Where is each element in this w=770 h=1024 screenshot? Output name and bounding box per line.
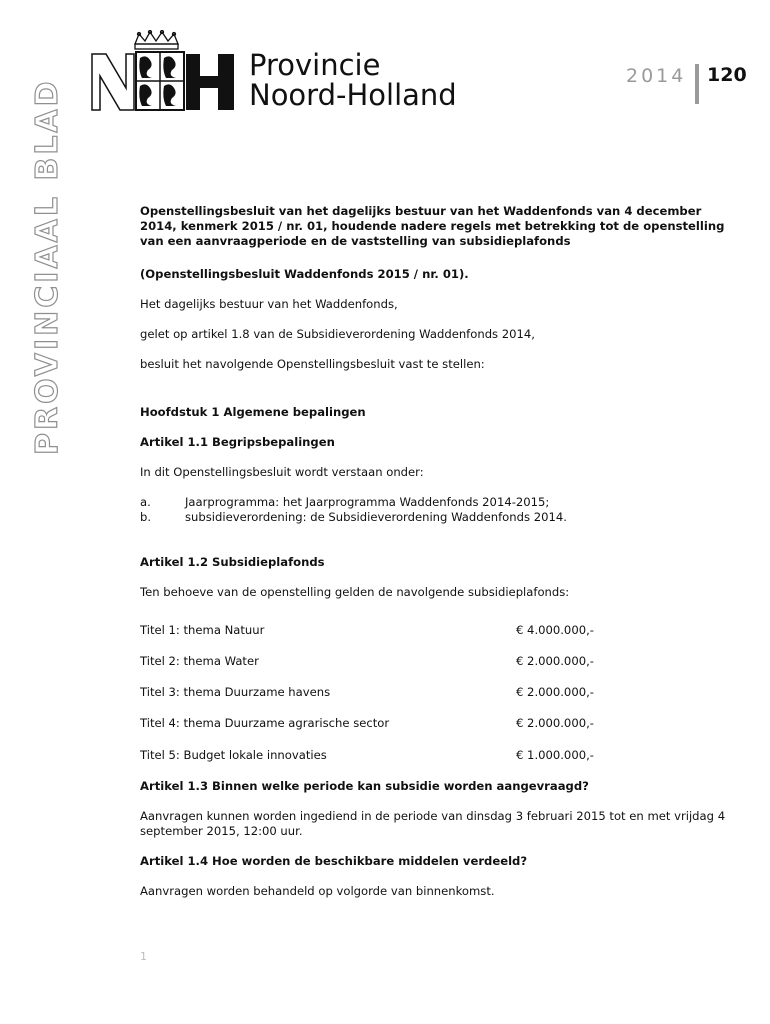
article-1-1-text: In dit Openstellingsbesluit wordt verstaan onder: <box>140 465 424 479</box>
article-1-2-heading: Artikel 1.2 Subsidieplafonds <box>140 555 325 569</box>
article-1-1-heading: Artikel 1.1 Begripsbepalingen <box>140 435 335 449</box>
article-1-3-heading: Artikel 1.3 Binnen welke periode kan subsidie worden aangevraagd? <box>140 779 589 793</box>
chapter-heading: Hoofdstuk 1 Algemene bepalingen <box>140 405 366 419</box>
plafond-row-amount: € 2.000.000,- <box>516 716 594 730</box>
document-body <box>140 204 730 600</box>
header-divider <box>695 64 699 104</box>
organization-name: Provincie Noord-Holland <box>249 48 457 112</box>
plafond-row-label: Titel 4: thema Duurzame agrarische sector <box>140 716 390 730</box>
intro-paragraph-3: besluit het navolgende Openstellingsbesluit vast te stellen: <box>140 357 485 371</box>
sidebar-label: PROVINCIAAL BLAD <box>30 78 65 455</box>
plafond-row-amount: € 1.000.000,- <box>516 748 594 762</box>
plafond-row-label: Titel 2: thema Water <box>140 654 259 668</box>
intro-paragraph-2: gelet op artikel 1.8 van de Subsidieverordening Waddenfonds 2014, <box>140 327 535 341</box>
publication-year: 2014 <box>626 65 687 87</box>
document-title: Openstellingsbesluit van het dagelijks bestuur van het Waddenfonds van 4 december 2014, kenmerk 2015 / nr. 01, houdende nadere regels met betrekking tot de openstelling van een aanvraagperiode en de vaststelling van subsidieplafonds <box>140 204 725 248</box>
plafond-row-amount: € 4.000.000,- <box>516 623 594 637</box>
plafond-row-label: Titel 5: Budget lokale innovaties <box>140 748 327 762</box>
article-1-2-text: Ten behoeve van de openstelling gelden de navolgende subsidieplafonds: <box>140 585 570 599</box>
issue-number: 120 <box>707 64 747 86</box>
intro-paragraph-1: Het dagelijks bestuur van het Waddenfonds, <box>140 297 398 311</box>
article-1-3-text: Aanvragen kunnen worden ingediend in de periode van dinsdag 3 februari 2015 tot en met vrijdag 4 september 2015, 12:00 uur. <box>140 809 726 838</box>
article-1-4-heading: Artikel 1.4 Hoe worden de beschikbare middelen verdeeld? <box>140 854 528 868</box>
definition-list <box>140 495 730 525</box>
plafond-row-label: Titel 3: thema Duurzame havens <box>140 685 331 699</box>
province-logo <box>90 30 236 112</box>
page-number: 1 <box>140 950 147 963</box>
coat-of-arms-icon <box>90 30 236 112</box>
list-item: a. Jaarprogramma: het Jaarprogramma Waddenfonds 2014-2015; <box>140 495 550 509</box>
plafond-row-label: Titel 1: thema Natuur <box>140 623 265 637</box>
plafond-row-amount: € 2.000.000,- <box>516 654 594 668</box>
document-citation: (Openstellingsbesluit Waddenfonds 2015 / nr. 01). <box>140 267 469 281</box>
list-item: b. subsidieverordening: de Subsidieverordening Waddenfonds 2014. <box>140 510 567 524</box>
plafond-row-amount: € 2.000.000,- <box>516 685 594 699</box>
article-1-4-text: Aanvragen worden behandeld op volgorde van binnenkomst. <box>140 884 495 898</box>
document-body-continued <box>140 779 730 899</box>
